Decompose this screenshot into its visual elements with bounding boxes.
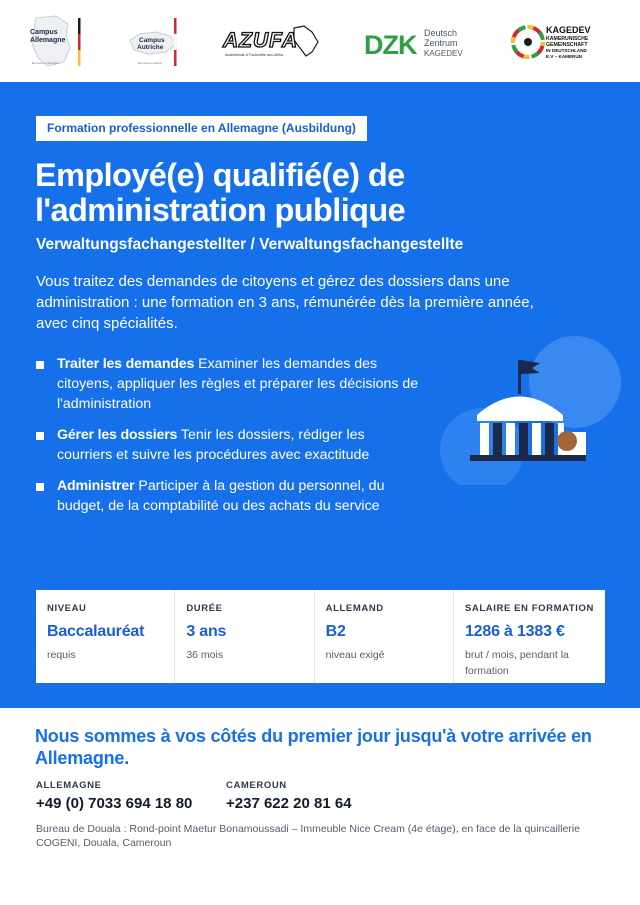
- key-facts-bar: [36, 590, 605, 683]
- stat-level: [36, 590, 175, 683]
- program-tag: Formation professionnelle en Allemagne (Ausbildung): [36, 116, 367, 141]
- svg-text:Campus: Campus: [30, 29, 58, 36]
- svg-text:KAGEDEV: KAGEDEV: [424, 49, 463, 58]
- list-item-text: Participer à la gestion du personnel, du budget, de la comptabilité ou des achats du service: [57, 478, 385, 514]
- azufa-logo: [220, 14, 325, 70]
- stat-value: Baccalauréat: [47, 623, 145, 640]
- german-job-title: Verwaltungsfachangestellter / Verwaltungsfachangestellte: [36, 236, 464, 253]
- stat-label: ALLEMAND: [325, 603, 384, 614]
- svg-text:Deutsch: Deutsch: [424, 28, 458, 38]
- stat-german-level: [315, 590, 454, 683]
- contact-cameroon: [226, 780, 352, 812]
- list-item-lead: Gérer les dossiers: [57, 427, 178, 443]
- svg-text:E.V – KAMERUN: E.V – KAMERUN: [546, 54, 582, 59]
- contact-germany: [36, 780, 192, 812]
- list-item: [36, 425, 421, 465]
- page-title: Employé(e) qualifié(e) de l'administration publique: [35, 157, 406, 228]
- hero-section: [0, 82, 640, 708]
- square-bullet-icon: [36, 432, 44, 440]
- stat-duration: [175, 590, 314, 683]
- list-item-lead: Administrer: [57, 478, 135, 494]
- people-circle-icon: [513, 27, 543, 57]
- stat-label: SALAIRE EN FORMATION: [464, 603, 594, 614]
- phone-number-cameroon[interactable]: +237 622 20 81 64: [226, 795, 352, 812]
- stat-salary: [454, 590, 605, 683]
- stat-value: B2: [325, 623, 346, 640]
- phone-number-germany[interactable]: +49 (0) 7033 694 18 80: [36, 795, 193, 812]
- list-item-lead: Traiter les demandes: [57, 356, 195, 372]
- svg-text:Allemagne: Allemagne: [30, 37, 66, 44]
- dzk-logo: [362, 14, 470, 70]
- task-list: [36, 354, 421, 527]
- stat-note: brut / mois, pendant la formation: [464, 649, 569, 677]
- svg-text:GEMEINSCHAFT: GEMEINSCHAFT: [546, 42, 588, 48]
- campus-autriche-logo: [126, 14, 180, 70]
- kagedev-logo: [508, 14, 614, 70]
- svg-text:AZUFA: AZUFA: [223, 29, 298, 52]
- list-item: [36, 476, 421, 516]
- svg-text:KAGEDEV: KAGEDEV: [546, 25, 591, 35]
- support-claim: Nous sommes à vos côtés du premier jour jusqu'à votre arrivée en Allemagne.: [35, 726, 592, 768]
- svg-text:IN DEUTSCHLAND: IN DEUTSCHLAND: [546, 48, 587, 53]
- svg-text:Bienvenue en Autriche: Bienvenue en Autriche: [138, 62, 162, 65]
- stat-label: NIVEAU: [47, 603, 87, 614]
- square-bullet-icon: [36, 483, 44, 491]
- intro-paragraph: Vous traitez des demandes de citoyens et gérez des dossiers dans une administration : une formation en 3 ans, rémunérée dès la première année, avec cinq spécialités.: [36, 273, 534, 332]
- contact-footer: [0, 708, 640, 905]
- square-bullet-icon: [36, 361, 44, 369]
- stat-note: 36 mois: [186, 649, 224, 661]
- list-item: [36, 354, 421, 414]
- svg-text:Zentrum: Zentrum: [424, 38, 458, 48]
- svg-text:Bienvenue en Allemagne: Bienvenue en Allemagne: [32, 62, 59, 65]
- svg-text:Autriche: Autriche: [137, 44, 164, 51]
- svg-text:Campus: Campus: [139, 37, 165, 44]
- svg-text:Ausbildende & Fachkräfte aus A: Ausbildende & Fachkräfte aus Afrika: [225, 53, 283, 57]
- government-building-icon: [440, 330, 625, 485]
- stat-note: niveau exigé: [325, 649, 385, 661]
- stat-value: 1286 à 1383 €: [464, 623, 565, 640]
- office-address: Bureau de Douala : Rond-point Maetur Bonamoussadi – Immeuble Nice Cream (4e étage), en face de la quincaillerie COGENI, Douala, Cameroun: [36, 823, 580, 849]
- partner-logos: [0, 0, 640, 82]
- svg-text:KAMERUNISCHE: KAMERUNISCHE: [546, 36, 589, 42]
- stat-label: DURÉE: [186, 603, 223, 614]
- list-item-text: Examiner les demandes des citoyens, appliquer les règles et préparer les décisions de l'administration: [57, 356, 419, 412]
- contact-label: CAMEROUN: [226, 780, 287, 791]
- campus-allemagne-logo: [26, 14, 86, 70]
- contact-label: ALLEMAGNE: [36, 780, 102, 791]
- list-item-text: Tenir les dossiers, rédiger les courriers et suivre les procédures avec exactitude: [57, 427, 370, 463]
- svg-text:DZK: DZK: [364, 30, 417, 60]
- stat-note: requis: [47, 649, 76, 661]
- stat-value: 3 ans: [186, 623, 227, 640]
